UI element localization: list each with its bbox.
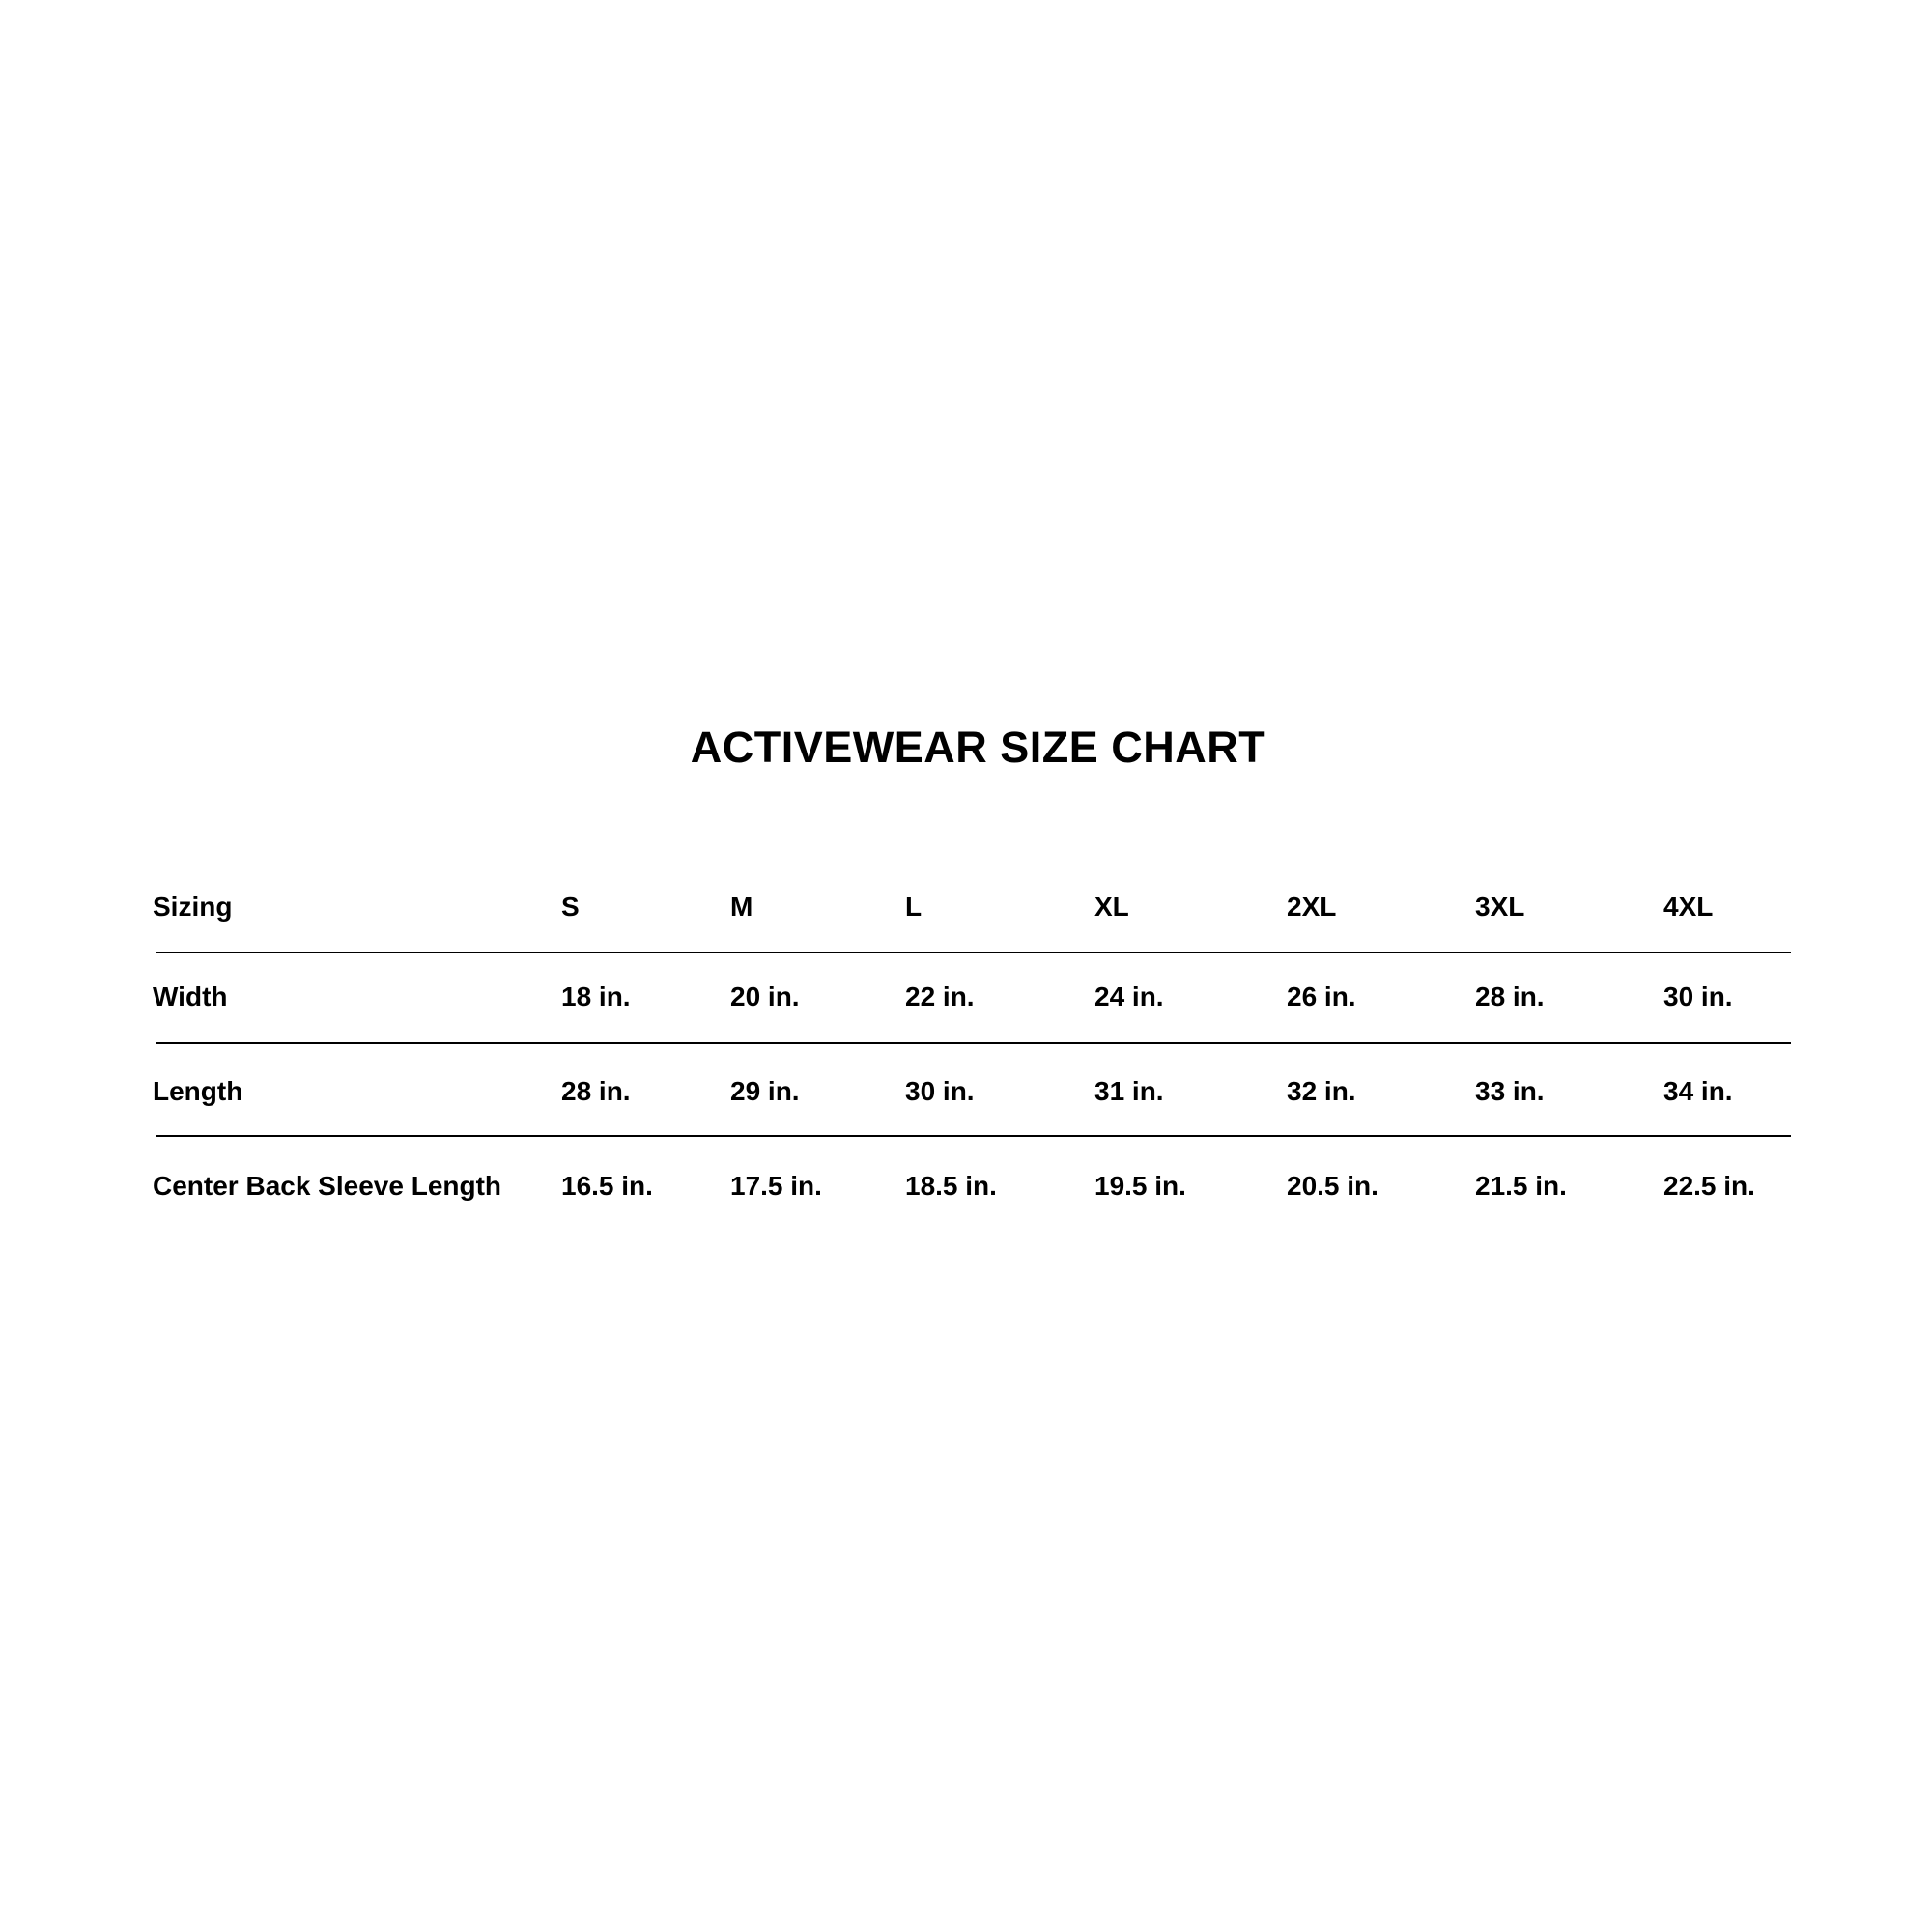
table-cell: 30 in. xyxy=(1663,981,1733,1011)
table-cell: 32 in. xyxy=(1287,1076,1356,1106)
table-cell: 16.5 in. xyxy=(561,1171,653,1201)
table-cell: 28 in. xyxy=(1475,981,1545,1011)
table-cell: 31 in. xyxy=(1094,1076,1164,1106)
page-title: ACTIVEWEAR SIZE CHART xyxy=(690,723,1266,772)
row-divider xyxy=(156,1135,1791,1137)
table-cell: 22 in. xyxy=(905,981,975,1011)
row-divider xyxy=(156,952,1791,953)
table-cell: 20 in. xyxy=(730,981,800,1011)
row-label-width: Width xyxy=(153,981,228,1011)
table-cell: 18.5 in. xyxy=(905,1171,997,1201)
table-cell: 34 in. xyxy=(1663,1076,1733,1106)
table-cell: 28 in. xyxy=(561,1076,631,1106)
table-cell: 26 in. xyxy=(1287,981,1356,1011)
table-cell: 30 in. xyxy=(905,1076,975,1106)
row-label-center-back-sleeve-length: Center Back Sleeve Length xyxy=(153,1171,502,1201)
header-cell-m: M xyxy=(730,892,753,922)
header-cell-l: L xyxy=(905,892,923,922)
table-cell: 19.5 in. xyxy=(1094,1171,1186,1201)
table-cell: 29 in. xyxy=(730,1076,800,1106)
header-cell-3xl: 3XL xyxy=(1475,892,1525,922)
table-cell: 21.5 in. xyxy=(1475,1171,1567,1201)
table-cell: 18 in. xyxy=(561,981,631,1011)
table-cell: 24 in. xyxy=(1094,981,1164,1011)
row-label-length: Length xyxy=(153,1076,243,1106)
header-cell-s: S xyxy=(561,892,580,922)
header-cell-xl: XL xyxy=(1094,892,1129,922)
table-cell: 33 in. xyxy=(1475,1076,1545,1106)
table-cell: 17.5 in. xyxy=(730,1171,822,1201)
header-cell-2xl: 2XL xyxy=(1287,892,1337,922)
header-cell-sizing: Sizing xyxy=(153,892,233,922)
header-cell-4xl: 4XL xyxy=(1663,892,1714,922)
table-cell: 22.5 in. xyxy=(1663,1171,1755,1201)
table-cell: 20.5 in. xyxy=(1287,1171,1378,1201)
row-divider xyxy=(156,1042,1791,1044)
